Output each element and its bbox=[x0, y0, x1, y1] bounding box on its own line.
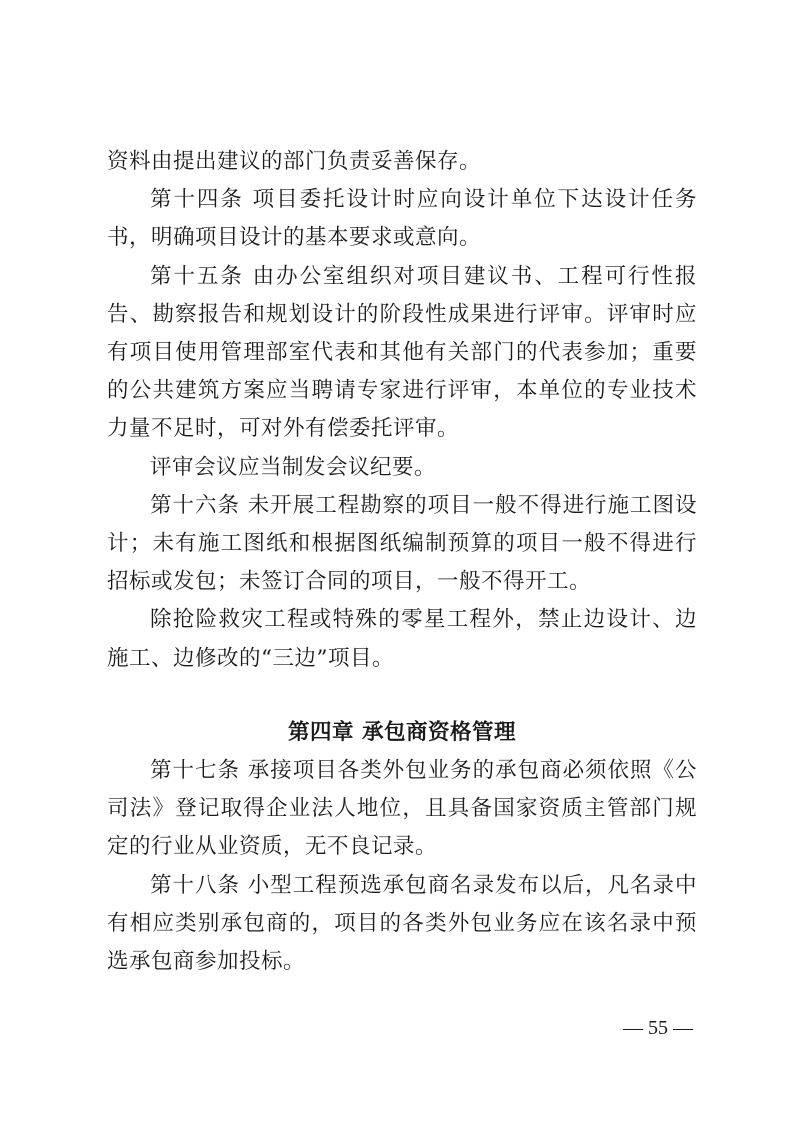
three-sides-prohibition: 除抢险救灾工程或特殊的零星工程外，禁止边设计、边施工、边修改的“三边”项目。 bbox=[107, 607, 697, 671]
review-meeting-note: 评审会议应当制发会议纪要。 bbox=[150, 454, 437, 480]
page-number: — 55 — bbox=[623, 1017, 693, 1039]
page-body bbox=[107, 143, 697, 981]
chapter-heading: 第四章 承包商资格管理 bbox=[288, 719, 516, 745]
article-16: 第十六条 未开展工程勘察的项目一般不得进行施工图设计；未有施工图纸和根据图纸编制预算的项目一般不得进行招标或发包；未签订合同的项目，一般不得开工。 bbox=[107, 492, 697, 595]
paragraph-continuation: 资料由提出建议的部门负责妥善保存。 bbox=[107, 149, 482, 174]
article-14: 第十四条 项目委托设计时应向设计单位下达设计任务书，明确项目设计的基本要求或意向。 bbox=[107, 187, 697, 251]
article-17: 第十七条 承接项目各类外包业务的承包商必须依照《公司法》登记取得企业法人地位，且具备国家资质主管部门规定的行业从业资质，无不良记录。 bbox=[107, 758, 697, 860]
article-15: 第十五条 由办公室组织对项目建议书、工程可行性报告、勘察报告和规划设计的阶段性成果进行评审。评审时应有项目使用管理部室代表和其他有关部门的代表参加；重要的公共建筑方案应当聘请专家进行评审，本单位的专业技术力量不足时，可对外有偿委托评审。 bbox=[107, 263, 697, 442]
article-18: 第十八条 小型工程预选承包商名录发布以后，凡名录中有相应类别承包商的，项目的各类外包业务应在该名录中预选承包商参加投标。 bbox=[107, 872, 697, 975]
